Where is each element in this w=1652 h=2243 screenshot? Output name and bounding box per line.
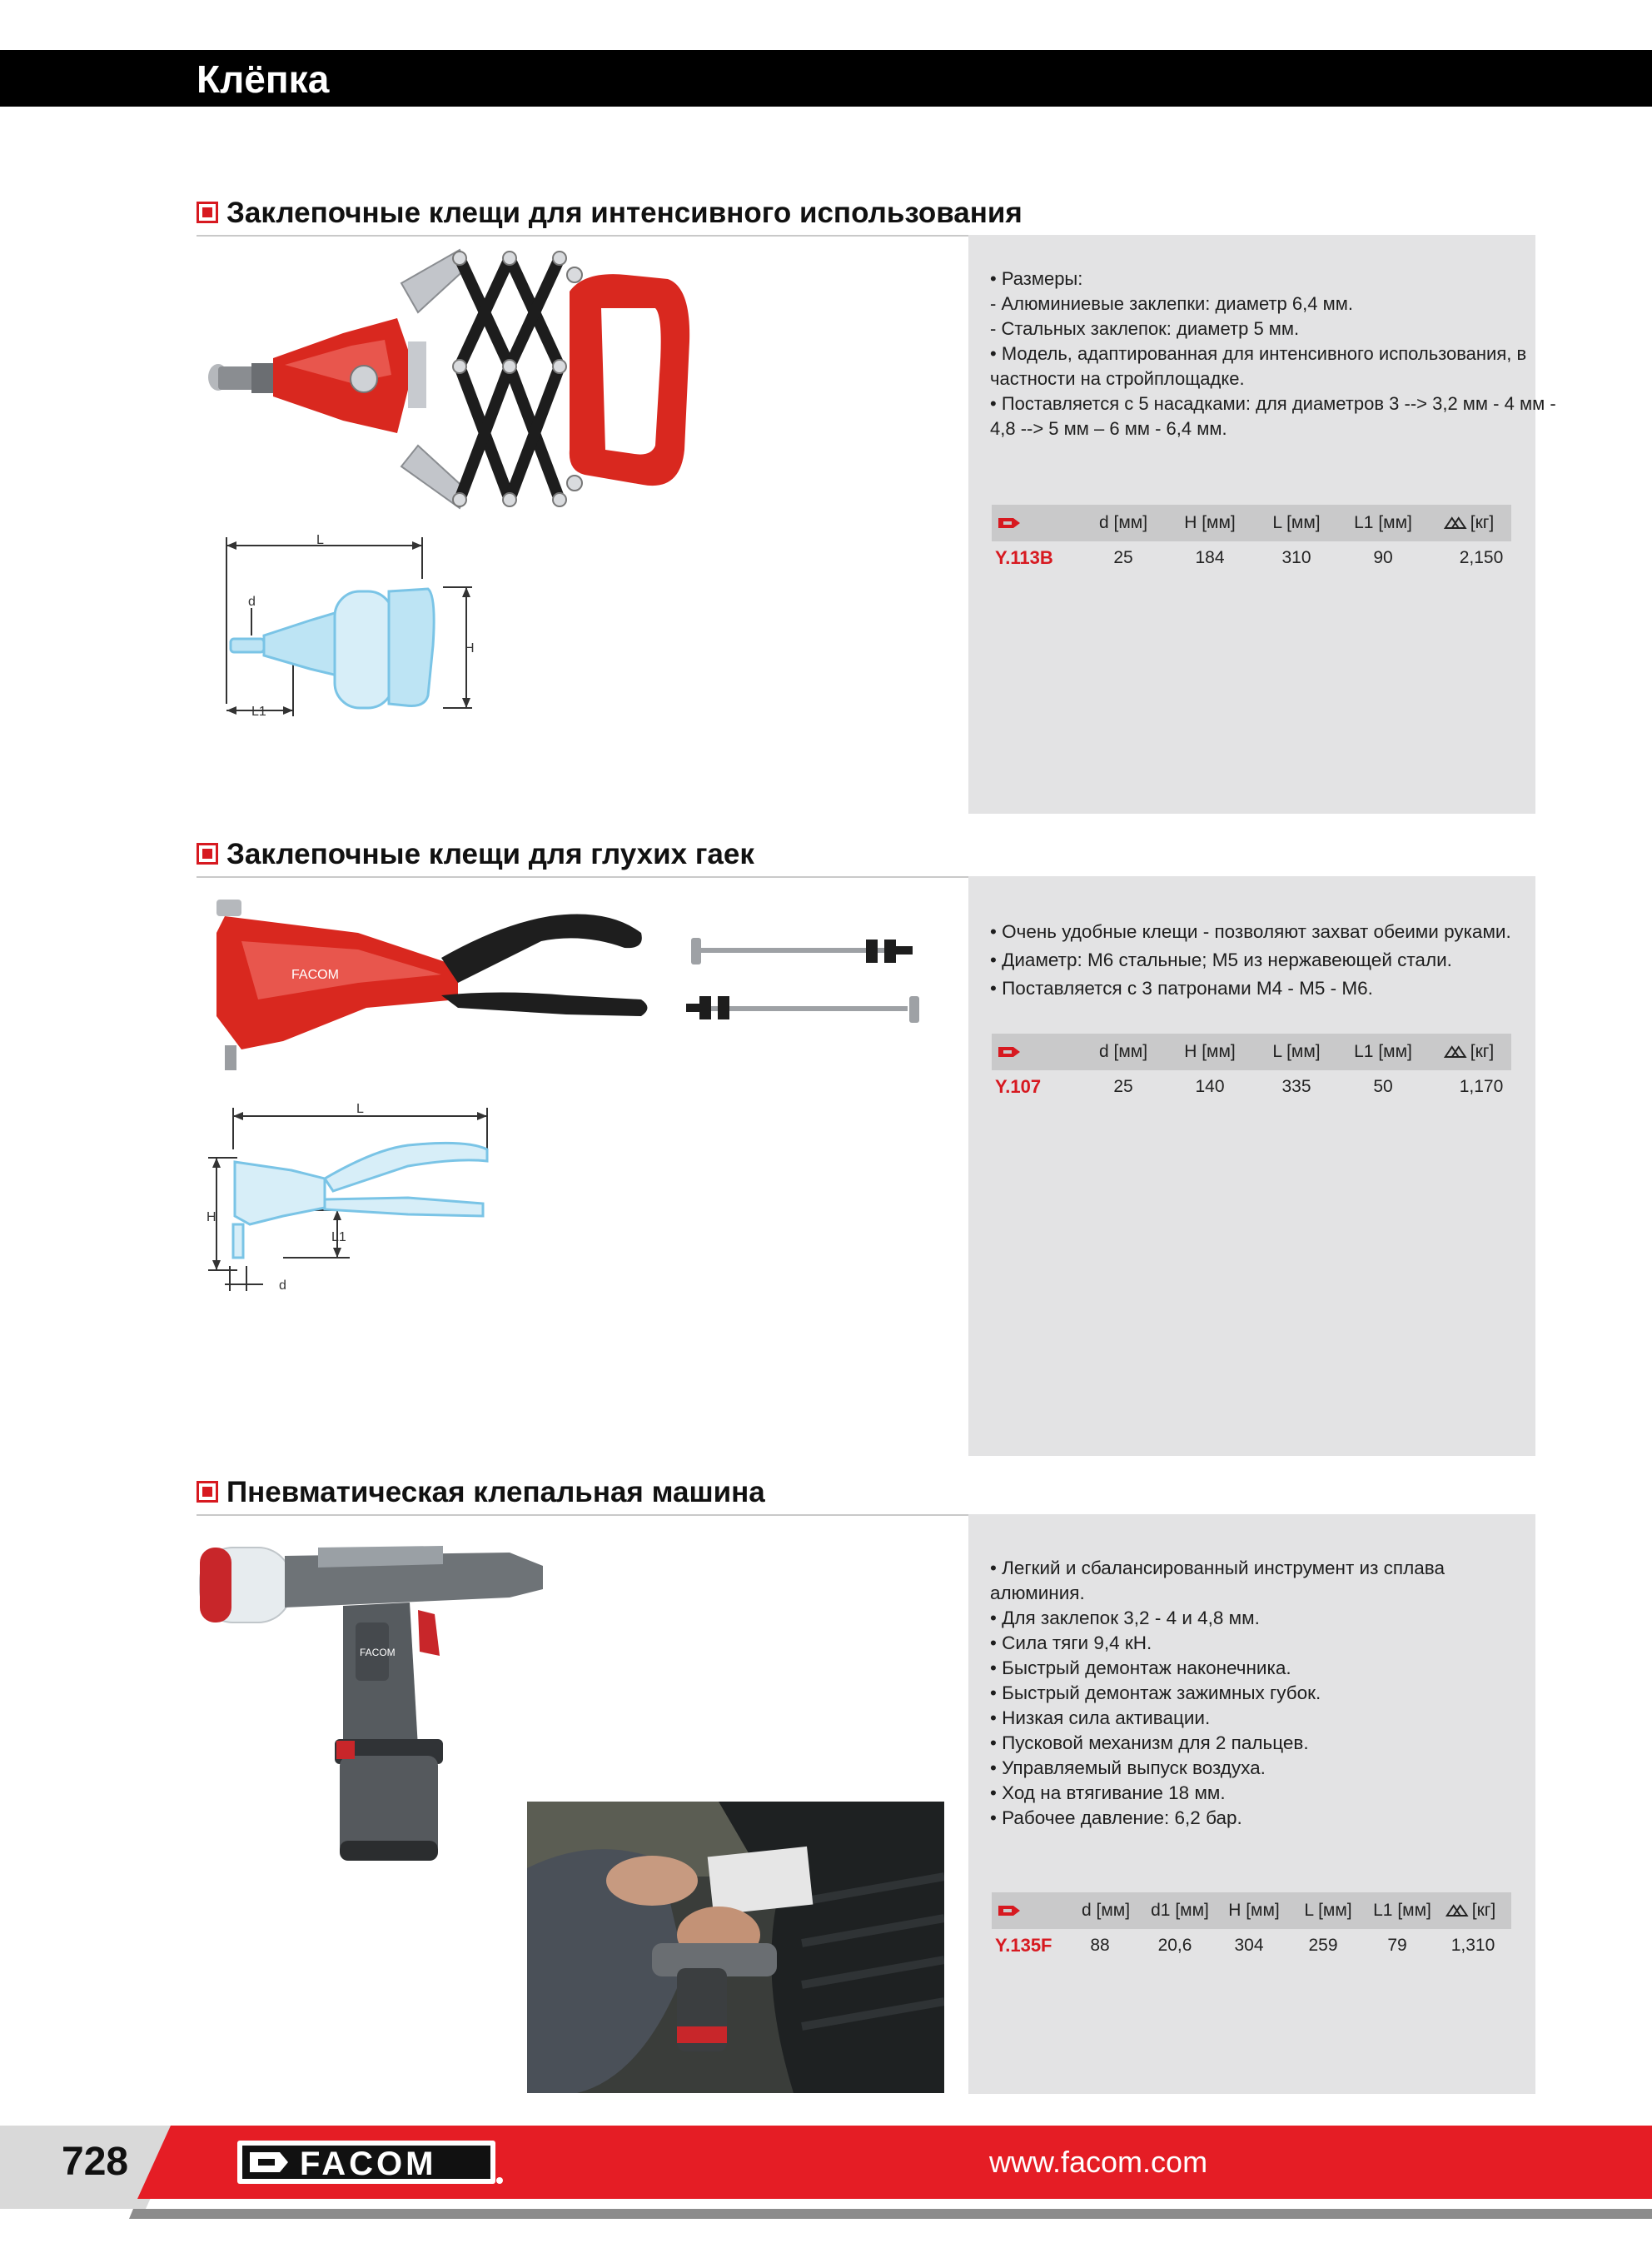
spec-table-row	[992, 1070, 1511, 1104]
cell-value: 310	[1281, 548, 1311, 567]
cell-value: 20,6	[1157, 1936, 1192, 1955]
page-title: Клёпка	[197, 57, 330, 101]
section-heading	[197, 1476, 1535, 1516]
spec-table-header	[992, 505, 1511, 541]
weight-icon	[1444, 516, 1467, 530]
cell-value: 79	[1387, 1936, 1407, 1955]
brand-name: FACOM	[300, 2146, 437, 2182]
cell-value: 259	[1308, 1936, 1338, 1955]
product-reference: Y.135F	[995, 1935, 1052, 1956]
website-link[interactable]: www.facom.com	[989, 2145, 1208, 2179]
col-header: H [мм]	[1184, 513, 1236, 532]
col-header: L [мм]	[1272, 1042, 1321, 1061]
feature-item: • Легкий и сбалансированный инструмент из сплава	[990, 1558, 1445, 1578]
dimension-diagram	[218, 529, 485, 729]
col-header	[1446, 505, 1495, 541]
cell-value: 90	[1373, 548, 1393, 567]
col-header: L [мм]	[1304, 1901, 1352, 1920]
weight-icon	[1444, 1045, 1467, 1059]
feature-list	[990, 918, 1515, 1003]
cell-value: 1,170	[1459, 1077, 1504, 1096]
col-header-label: [кг]	[1470, 513, 1495, 532]
col-header: H [мм]	[1228, 1901, 1280, 1920]
feature-item: • Сила тяги 9,4 кН.	[990, 1632, 1152, 1653]
cell-value: 304	[1234, 1936, 1264, 1955]
tool-logo: FACOM	[360, 1647, 396, 1658]
feature-item: • Быстрый демонтаж наконечника.	[990, 1657, 1291, 1678]
cell-value: 2,150	[1459, 548, 1504, 567]
spec-table	[992, 505, 1511, 575]
feature-item: • Поставляется с 5 насадками: для диаметров 3 --> 3,2 мм - 4 мм -	[990, 393, 1556, 414]
feature-item: 4,8 --> 5 мм – 6 мм - 6,4 мм.	[990, 418, 1227, 439]
col-header-label: [кг]	[1471, 1901, 1496, 1920]
rivet-plier-photo	[193, 242, 693, 529]
spec-table	[992, 1034, 1511, 1104]
feature-item: • Рабочее давление: 6,2 бар.	[990, 1807, 1242, 1828]
col-header: d [мм]	[1098, 1042, 1148, 1061]
feature-item: • Быстрый демонтаж зажимных губок.	[990, 1682, 1321, 1703]
spec-panel	[968, 235, 1556, 814]
section-heading	[197, 838, 1535, 878]
dim-label-d: d	[279, 1279, 286, 1293]
section-heading	[197, 197, 1535, 237]
cell-value: 184	[1195, 548, 1225, 567]
spec-table-row	[992, 541, 1511, 575]
section-title: Пневматическая клепальная машина	[226, 1476, 765, 1508]
feature-list	[990, 267, 1556, 441]
reference-arrow-icon	[997, 515, 1022, 531]
feature-item: • Управляемый выпуск воздуха.	[990, 1757, 1266, 1778]
feature-item: - Алюминиевые заклепки: диаметр 6,4 мм.	[990, 293, 1353, 314]
feature-item: • Очень удобные клещи - позволяют захват обеими руками.	[990, 921, 1511, 942]
feature-item: • Поставляется с 3 патронами М4 - М5 - М6.	[990, 978, 1373, 999]
dim-label-d: d	[248, 595, 256, 609]
dim-label-L1: L1	[251, 705, 266, 719]
red-square-icon	[197, 202, 218, 223]
dimension-diagram	[200, 1099, 508, 1299]
feature-item: - Стальных заклепок: диаметр 5 мм.	[990, 318, 1300, 339]
page-number: 728	[62, 2140, 129, 2184]
feature-item: • Размеры:	[990, 268, 1083, 289]
product-reference: Y.107	[995, 1076, 1042, 1097]
dim-label-L: L	[356, 1102, 364, 1116]
col-header	[1446, 1034, 1495, 1070]
col-header: d [мм]	[1098, 513, 1148, 532]
col-header: d [мм]	[1081, 1901, 1131, 1920]
spec-table-header	[992, 1034, 1511, 1070]
footer-bar	[0, 2126, 1652, 2243]
col-header: L1 [мм]	[1354, 513, 1412, 532]
pneumatic-riveter-photo	[193, 1531, 560, 1872]
nut-plier-mandrels-photo	[674, 925, 941, 1041]
cell-value: 25	[1113, 548, 1133, 567]
cell-value: 140	[1195, 1077, 1225, 1096]
spec-panel	[968, 876, 1535, 1456]
dim-label-L1: L1	[331, 1230, 346, 1244]
feature-item: • Для заклепок 3,2 - 4 и 4,8 мм.	[990, 1607, 1260, 1628]
col-header-label: [кг]	[1470, 1042, 1495, 1061]
reference-arrow-icon	[997, 1044, 1022, 1060]
section-title: Заклепочные клещи для интенсивного использования	[226, 197, 1023, 229]
reference-arrow-icon	[997, 1902, 1022, 1919]
spec-table-header	[992, 1892, 1511, 1929]
feature-item: алюминия.	[990, 1583, 1085, 1603]
nut-plier-photo	[192, 883, 658, 1083]
col-header: L [мм]	[1272, 513, 1321, 532]
feature-item: • Диаметр: М6 стальные; М5 из нержавеющей стали.	[990, 950, 1452, 970]
product-reference: Y.113B	[995, 547, 1053, 568]
section-title: Заклепочные клещи для глухих гаек	[226, 838, 754, 870]
col-header	[1447, 1892, 1496, 1929]
col-header: H [мм]	[1184, 1042, 1236, 1061]
header-bar	[0, 50, 1652, 107]
weight-icon	[1446, 1904, 1469, 1917]
worker-using-riveter-photo	[527, 1802, 944, 2093]
col-header: d1 [мм]	[1151, 1901, 1209, 1920]
red-square-icon	[197, 1481, 218, 1503]
cell-value: 88	[1090, 1936, 1110, 1955]
dim-label-H: H	[465, 641, 475, 655]
cell-value: 25	[1113, 1077, 1133, 1096]
dim-label-H: H	[206, 1210, 216, 1224]
cell-value: 50	[1373, 1077, 1393, 1096]
spec-table-row	[992, 1929, 1511, 1962]
cell-value: 1,310	[1450, 1936, 1495, 1955]
feature-list	[990, 1556, 1515, 1831]
dim-label-L: L	[316, 533, 324, 547]
spec-table	[992, 1892, 1511, 1962]
red-square-icon	[197, 843, 218, 865]
feature-item: частности на стройплощадке.	[990, 368, 1245, 389]
col-header: L1 [мм]	[1373, 1901, 1431, 1920]
feature-item: • Ход на втягивание 18 мм.	[990, 1782, 1226, 1803]
svg-text:FACOM: FACOM	[291, 968, 339, 982]
feature-item: • Модель, адаптированная для интенсивного использования, в	[990, 343, 1527, 364]
feature-item: • Низкая сила активации.	[990, 1707, 1211, 1728]
col-header: L1 [мм]	[1354, 1042, 1412, 1061]
spec-panel	[968, 1514, 1535, 2094]
cell-value: 335	[1281, 1077, 1311, 1096]
feature-item: • Пусковой механизм для 2 пальцев.	[990, 1732, 1309, 1753]
